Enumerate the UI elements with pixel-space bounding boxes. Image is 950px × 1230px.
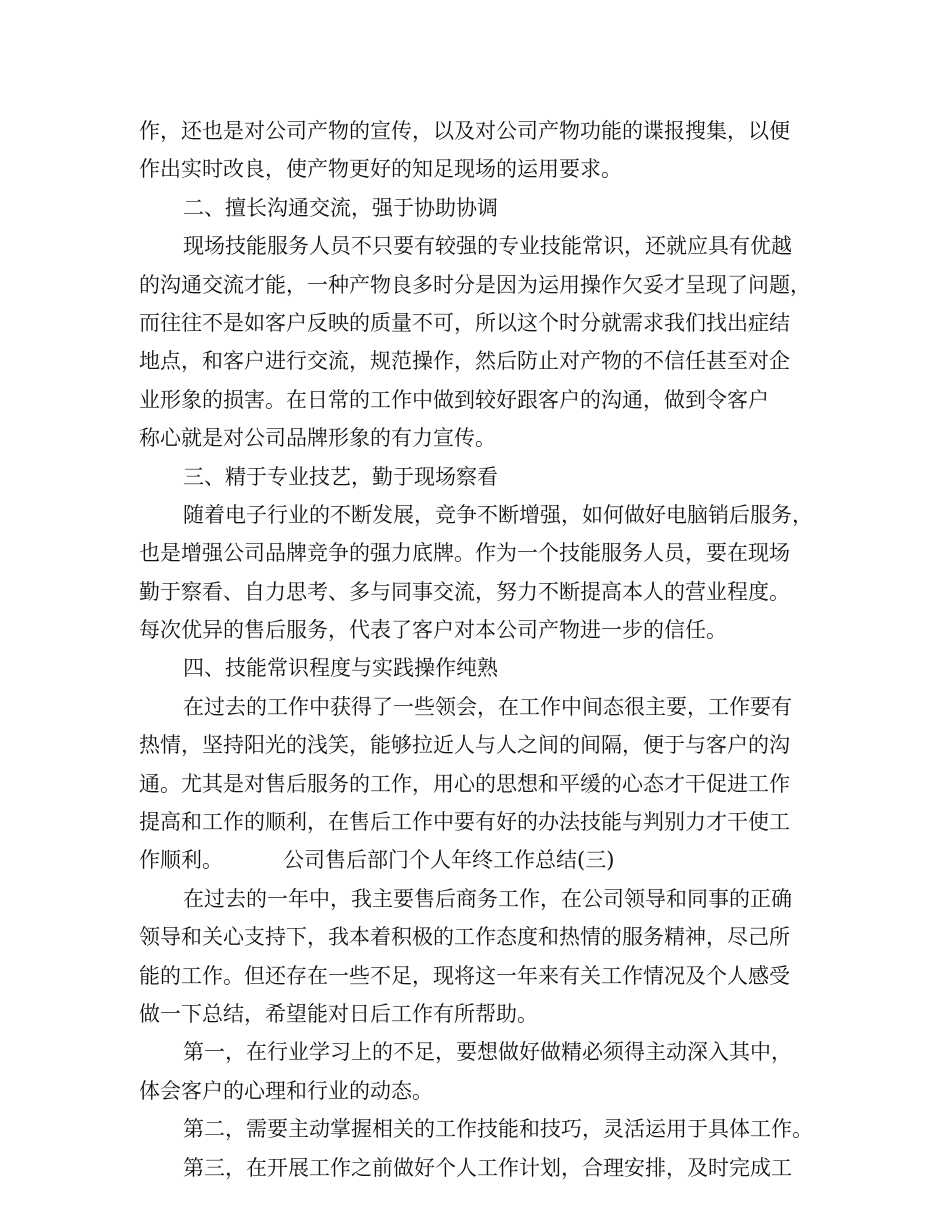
body-line: 的沟通交流才能，一种产物良多时分是因为运用操作欠妥才呈现了问题， — [139, 272, 811, 297]
body-line: 做一下总结，希望能对日后工作有所帮助。 — [139, 1001, 538, 1026]
paragraph-start-line: 随着电子行业的不断发展，竞争不断增强，如何做好电脑销后服务， — [183, 502, 813, 527]
body-line: 而往往不是如客户反映的质量不可，所以这个时分就需求我们找出症结 — [139, 310, 790, 335]
body-line: 作出实时改良，使产物更好的知足现场的运用要求。 — [139, 157, 622, 182]
body-line: 通。尤其是对售后服务的工作，用心的思想和平缓的心态才干促进工作 — [139, 771, 790, 796]
body-line: 也是增强公司品牌竞争的强力底牌。作为一个技能服务人员，要在现场 — [139, 541, 790, 566]
document-title: 公司售后部门个人年终工作总结(三) — [283, 848, 615, 873]
section-heading: 四、技能常识程度与实践操作纯熟 — [183, 656, 498, 681]
paragraph-start-line: 在过去的一年中，我主要售后商务工作，在公司领导和同事的正确 — [183, 886, 792, 911]
body-line: 每次优异的售后服务，代表了客户对本公司产物进一步的信任。 — [139, 618, 727, 643]
document-body — [139, 112, 829, 1187]
section-heading: 三、精于专业技艺，勤于现场察看 — [183, 464, 498, 489]
body-line: 能的工作。但还存在一些不足，现将这一年来有关工作情况及个人感受 — [139, 963, 790, 988]
body-line: 称心就是对公司品牌形象的有力宣传。 — [139, 426, 496, 451]
paragraph-start-line: 第三，在开展工作之前做好个人工作计划，合理安排，及时完成工 — [183, 1155, 792, 1180]
paragraph-start-line: 现场技能服务人员不只要有较强的专业技能常识，还就应具有优越 — [183, 234, 792, 259]
paragraph-start-line: 第二，需要主动掌握相关的工作技能和技巧，灵活运用于具体工作。 — [183, 1117, 813, 1142]
paragraph-start-line: 第一，在行业学习上的不足，要想做好做精必须得主动深入其中， — [183, 1040, 792, 1065]
body-line: 业形象的损害。在日常的工作中做到较好跟客户的沟通，做到令客户 — [139, 387, 769, 412]
body-line: 提高和工作的顺利，在售后工作中要有好的办法技能与判别力才干使工 — [139, 810, 790, 835]
body-line: 勤于察看、自力思考、多与同事交流，努力不断提高本人的营业程度。 — [139, 579, 790, 604]
body-line: 热情，坚持阳光的浅笑，能够拉近人与人之间的间隔，便于与客户的沟 — [139, 733, 790, 758]
body-line: 地点，和客户进行交流，规范操作，然后防止对产物的不信任甚至对企 — [139, 349, 790, 374]
body-line: 领导和关心支持下，我本着积极的工作态度和热情的服务精神，尽己所 — [139, 925, 790, 950]
body-line: 体会客户的心理和行业的动态。 — [139, 1078, 433, 1103]
body-line-with-title — [139, 841, 829, 879]
section-heading: 二、擅长沟通交流，强于协助协调 — [183, 195, 498, 220]
body-line-fragment: 作顺利。 — [139, 848, 223, 873]
paragraph-start-line: 在过去的工作中获得了一些领会，在工作中间态很主要，工作要有 — [183, 694, 792, 719]
body-line: 作，还也是对公司产物的宣传，以及对公司产物功能的谍报搜集，以便 — [139, 119, 790, 143]
